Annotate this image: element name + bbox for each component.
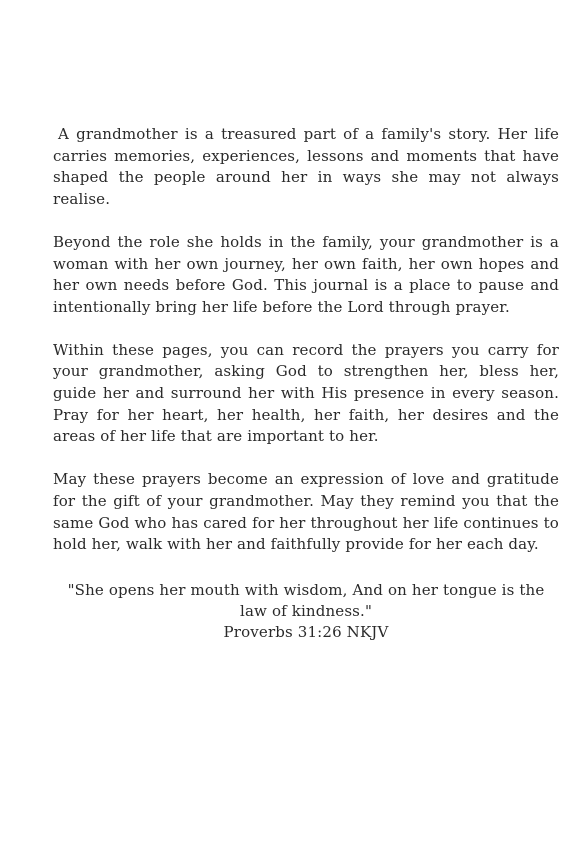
intro-paragraph-4: May these prayers become an expression of love and gratitude for the gift of your grandmother. May they remind you that the same God who has cared for her throughout her life continues to hold her, walk with her and faithfully provide for her each day. [53,470,559,554]
scripture-quote [53,580,559,643]
intro-paragraph-1: A grandmother is a treasured part of a family's story. Her life carries memories, experiences, lessons and moments that have shaped the people around her in ways she may not always realise. [53,125,559,209]
journal-intro-page [53,124,559,643]
scripture-reference: Proverbs 31:26 NKJV [223,622,389,641]
intro-paragraph-2: Beyond the role she holds in the family, your grandmother is a woman with her own journey, her own faith, her own hopes and her own needs before God. This journal is a place to pause and intentionally bring her life before the Lord through prayer. [53,232,559,316]
scripture-quote-text: "She opens her mouth with wisdom, And on her tongue is the law of kindness." [67,580,545,620]
intro-paragraph-3: Within these pages, you can record the prayers you carry for your grandmother, asking God to strengthen her, bless her, guide her and surround her with His presence in every season. Pray for her heart, her health, her faith, her desires and the areas of her life that are important to her. [53,340,559,446]
